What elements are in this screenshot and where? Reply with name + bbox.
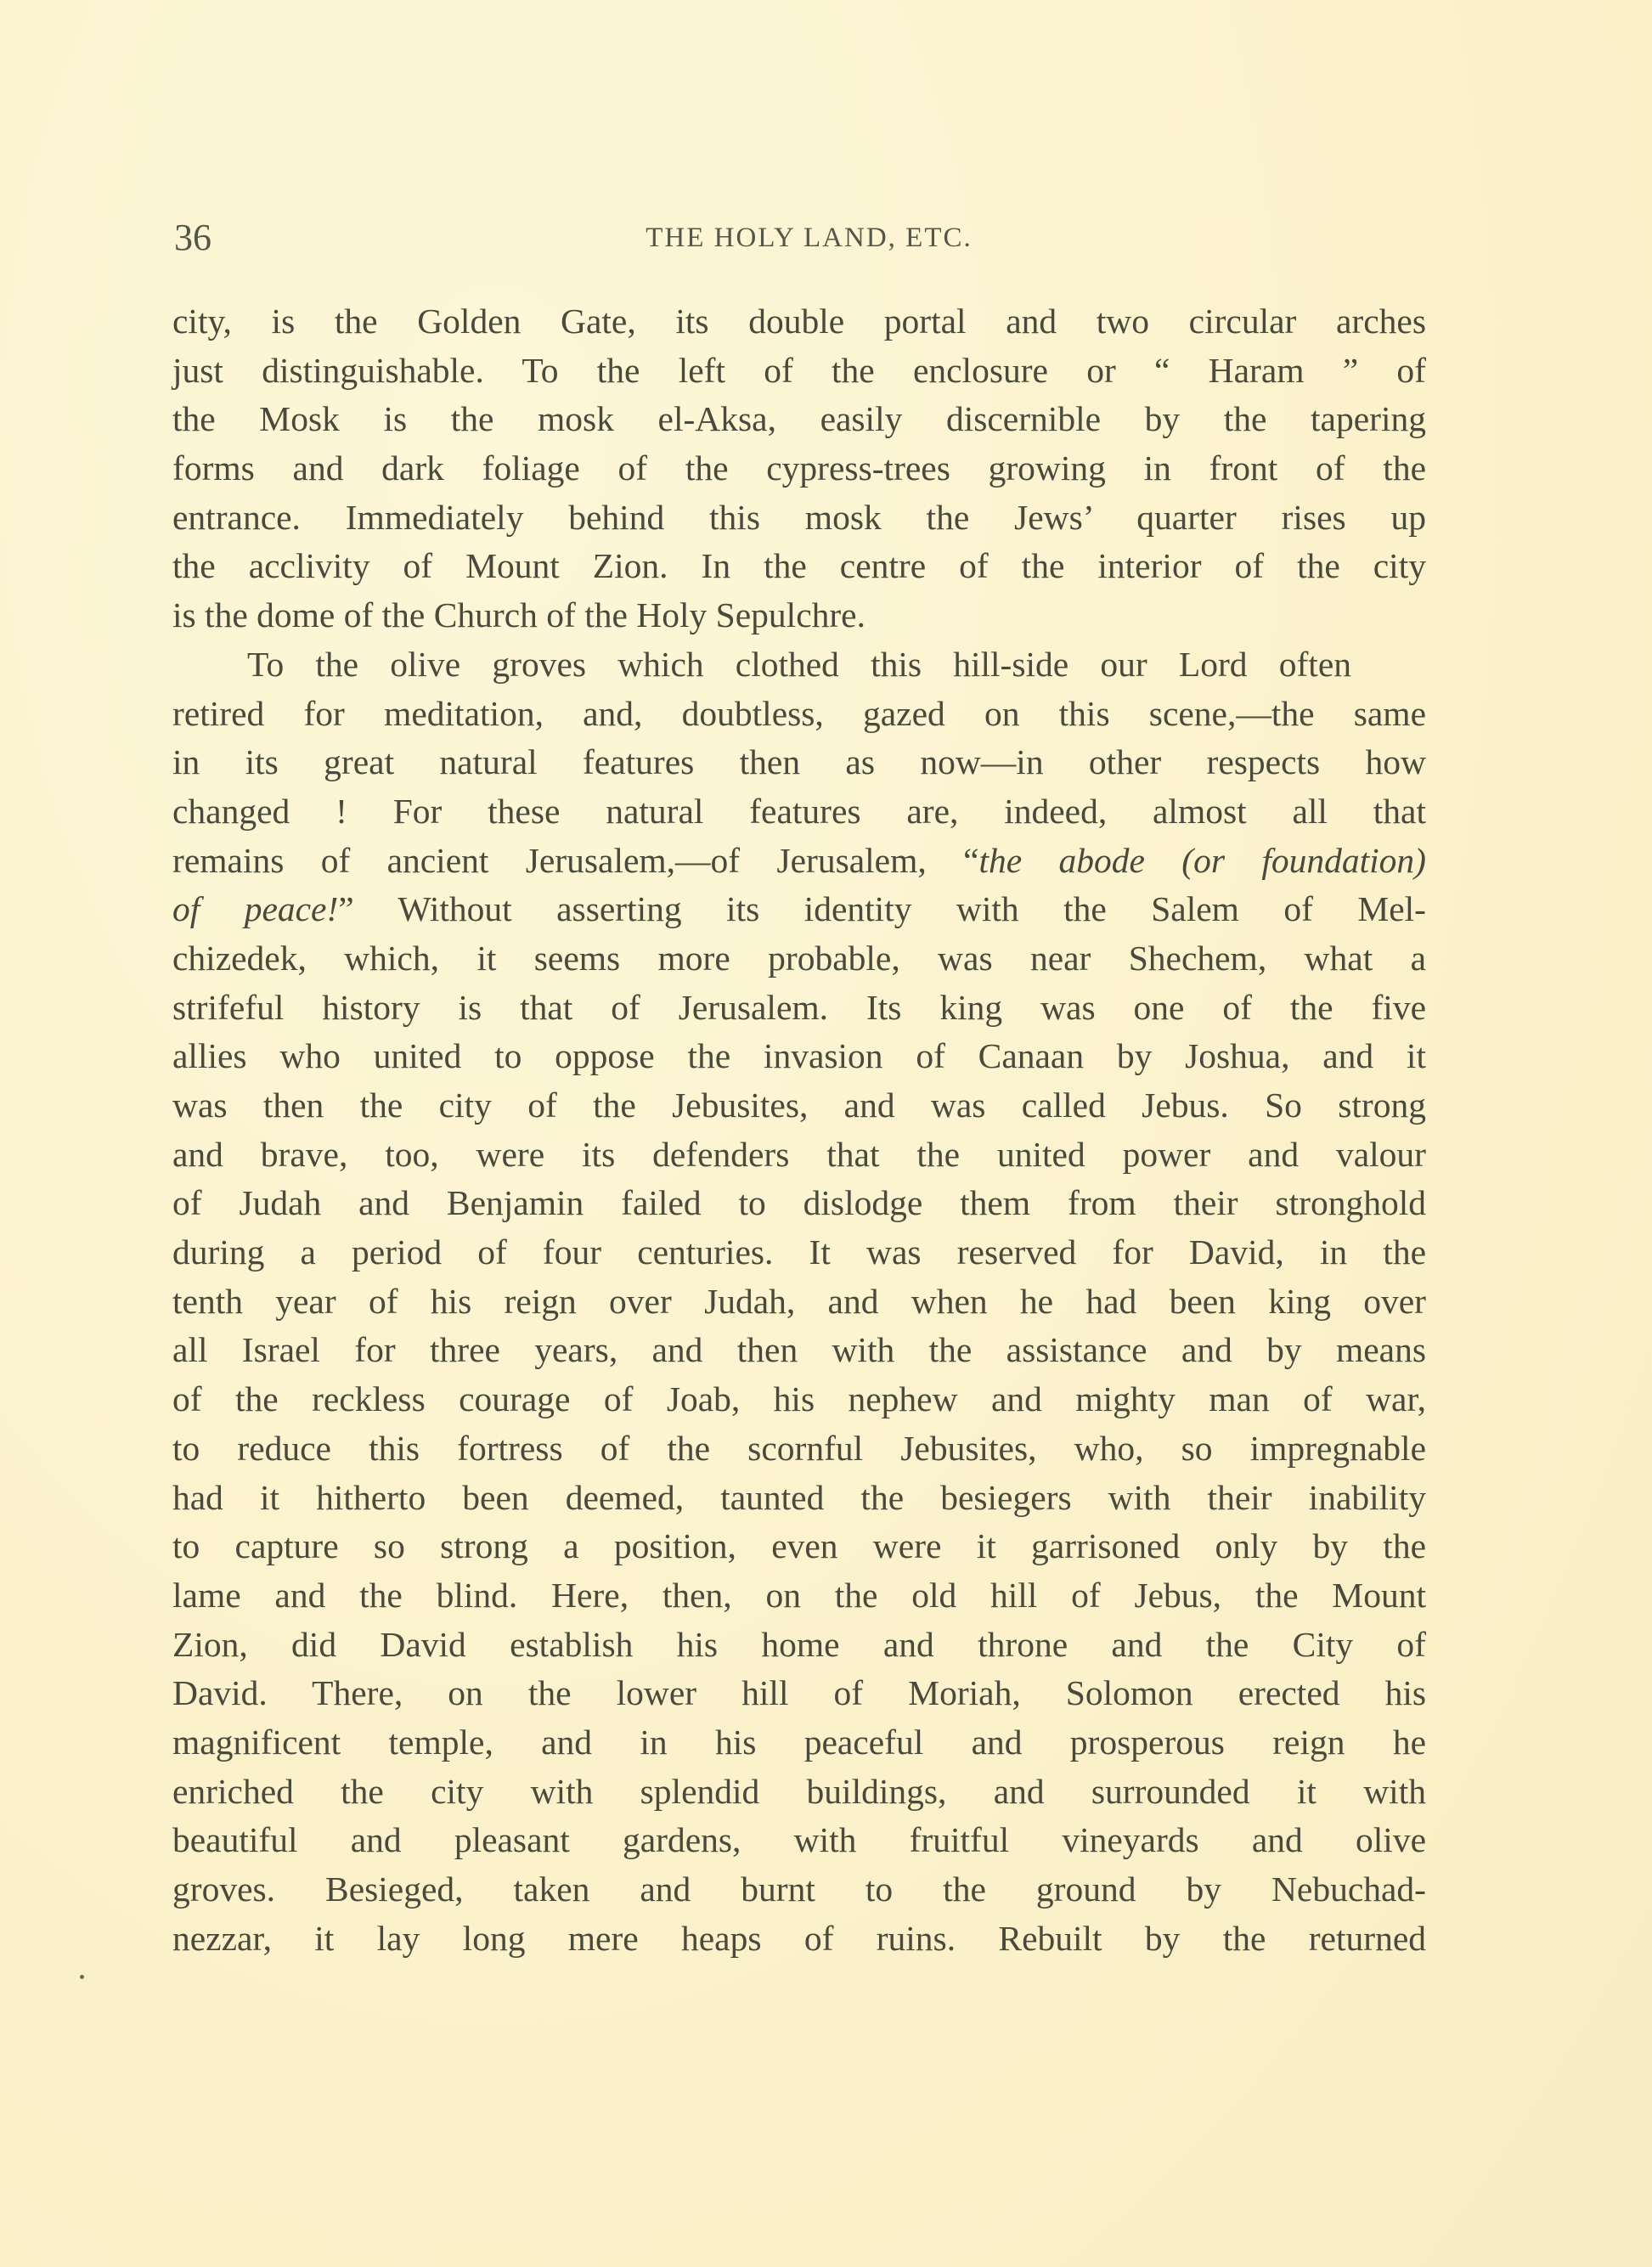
text-segment: was then the city of the Jebusites, and was called Jebus. So strong (172, 1086, 1426, 1125)
text-line (172, 787, 1426, 837)
text-segment: nezzar, it lay long mere heaps of ruins. Rebuilt by the returned (172, 1918, 1426, 1958)
italic-quote: of peace! (172, 889, 339, 929)
text-segment: in its great natural features then as now—in other respects how (172, 742, 1426, 782)
text-segment: is the dome of the Church of the Holy Sepulchre. (172, 595, 865, 635)
text-line-content (172, 297, 1426, 347)
text-line-content (172, 1277, 1426, 1327)
text-segment: the acclivity of Mount Zion. In the centre of the interior of the city (172, 546, 1426, 586)
text-line-content (172, 1474, 1426, 1523)
text-line (172, 738, 1426, 787)
running-head (174, 212, 1427, 263)
text-segment: of the reckless courage of Joab, his nephew and mighty man of war, (172, 1379, 1426, 1419)
text-segment: entrance. Immediately behind this mosk the Jews’ quarter rises up (172, 497, 1426, 537)
text-line-content (172, 444, 1426, 493)
running-title: THE HOLY LAND, ETC. (646, 223, 973, 253)
text-line-content (172, 1032, 1426, 1081)
text-segment: To the olive groves which clothed this hill-side our Lord often (247, 644, 1351, 684)
text-line-content (172, 1669, 1426, 1718)
text-line (172, 1718, 1426, 1768)
text-line (172, 444, 1426, 493)
text-segment: during a period of four centuries. It was reserved for David, in the (172, 1232, 1426, 1272)
text-line-content (172, 1131, 1426, 1180)
text-segment: David. There, on the lower hill of Moriah, Solomon erected his (172, 1673, 1426, 1713)
text-segment: Zion, did David establish his home and throne and the City of (172, 1624, 1426, 1664)
text-segment: enriched the city with splendid buildings, and surrounded it with (172, 1771, 1426, 1811)
text-line (172, 493, 1426, 543)
italic-quote: the abode (or foundation) (978, 840, 1426, 880)
text-line (172, 1571, 1426, 1621)
text-line (172, 297, 1426, 347)
text-line (172, 690, 1426, 739)
text-segment: and brave, too, were its defenders that the united power and valour (172, 1134, 1426, 1174)
text-line-content (172, 1081, 1426, 1131)
text-line (172, 395, 1426, 444)
text-segment: forms and dark foliage of the cypress-trees growing in front of the (172, 448, 1426, 488)
text-segment: ” Without asserting its identity with the Salem of Mel- (338, 889, 1426, 929)
text-line (172, 542, 1426, 591)
text-segment: of Judah and Benjamin failed to dislodge them from their stronghold (172, 1183, 1426, 1223)
text-segment: remains of ancient Jerusalem,—of Jerusalem, “ (172, 840, 979, 880)
text-line-content (172, 984, 1426, 1033)
text-line-content (172, 885, 1426, 934)
text-line-content (172, 787, 1426, 837)
text-line-content (172, 493, 1426, 543)
text-line-content (172, 1865, 1426, 1915)
text-segment: groves. Besieged, taken and burnt to the ground by Nebuchad- (172, 1869, 1426, 1909)
text-segment: beautiful and pleasant gardens, with fruitful vineyards and olive (172, 1820, 1426, 1860)
text-segment: chizedek, which, it seems more probable, was near Shechem, what a (172, 938, 1426, 978)
text-segment: strifeful history is that of Jerusalem. Its king was one of the five (172, 987, 1426, 1027)
text-segment: lame and the blind. Here, then, on the old hill of Jebus, the Mount (172, 1575, 1426, 1615)
text-line (172, 1768, 1426, 1817)
text-line-content (172, 591, 1426, 640)
text-line-content (172, 934, 1426, 984)
text-line-content (172, 1522, 1426, 1571)
text-line (172, 934, 1426, 984)
page-number: 36 (174, 217, 211, 258)
text-segment: just distinguishable. To the left of the enclosure or “ Haram ” of (172, 350, 1426, 390)
text-segment: all Israel for three years, and then with the assistance and by means (172, 1330, 1426, 1370)
paragraph-first-line (172, 640, 1426, 690)
text-line-content (172, 1424, 1426, 1474)
text-line (172, 837, 1426, 886)
text-line (172, 1375, 1426, 1424)
text-segment: retired for meditation, and, doubtless, gazed on this scene,—the same (172, 693, 1426, 733)
text-segment: tenth year of his reign over Judah, and when he had been king over (172, 1281, 1426, 1321)
text-line-content (172, 1915, 1426, 1964)
text-line-content (172, 347, 1426, 396)
text-line (172, 1915, 1426, 1964)
text-segment: magnificent temple, and in his peaceful and prosperous reign he (172, 1722, 1426, 1762)
text-line-content (172, 1179, 1426, 1228)
text-line (172, 1032, 1426, 1081)
text-segment: had it hitherto been deemed, taunted the besiegers with their inability (172, 1477, 1426, 1517)
text-line (172, 1081, 1426, 1131)
text-line (172, 984, 1426, 1033)
body-text (172, 297, 1426, 1963)
text-segment: changed ! For these natural features are, indeed, almost all that (172, 791, 1426, 831)
text-line (172, 1669, 1426, 1718)
text-segment: city, is the Golden Gate, its double portal and two circular arches (172, 302, 1426, 341)
text-line (172, 1326, 1426, 1375)
text-line-content (172, 1718, 1426, 1768)
text-segment: to reduce this fortress of the scornful Jebusites, who, so impregnable (172, 1428, 1426, 1468)
text-line (172, 1816, 1426, 1865)
text-line-content (172, 738, 1426, 787)
text-line-content (247, 640, 1351, 690)
text-line-content (172, 1621, 1426, 1670)
text-line-content (172, 1375, 1426, 1424)
text-segment: to capture so strong a position, even were it garrisoned only by the (172, 1526, 1426, 1566)
text-segment: the Mosk is the mosk el-Aksa, easily discernible by the tapering (172, 399, 1426, 439)
text-line (172, 1424, 1426, 1474)
text-segment: allies who united to oppose the invasion of Canaan by Joshua, and it (172, 1036, 1426, 1076)
text-line-content (172, 1571, 1426, 1621)
text-line-content (172, 1768, 1426, 1817)
text-line-content (172, 395, 1426, 444)
text-line (172, 1228, 1426, 1277)
text-line (172, 1277, 1426, 1327)
text-line (172, 1865, 1426, 1915)
text-line-content (172, 837, 1426, 886)
text-line-content (172, 690, 1426, 739)
text-line-content (172, 1816, 1426, 1865)
text-line-content (172, 1228, 1426, 1277)
text-line (172, 1131, 1426, 1180)
text-line (172, 1621, 1426, 1670)
text-line (172, 885, 1426, 934)
text-line (172, 347, 1426, 396)
text-line (172, 591, 1426, 640)
text-line-content (172, 1326, 1426, 1375)
text-line-content (172, 542, 1426, 591)
text-line (172, 1474, 1426, 1523)
text-line (172, 1179, 1426, 1228)
text-line (172, 1522, 1426, 1571)
margin-ink-dot (80, 1975, 84, 1979)
